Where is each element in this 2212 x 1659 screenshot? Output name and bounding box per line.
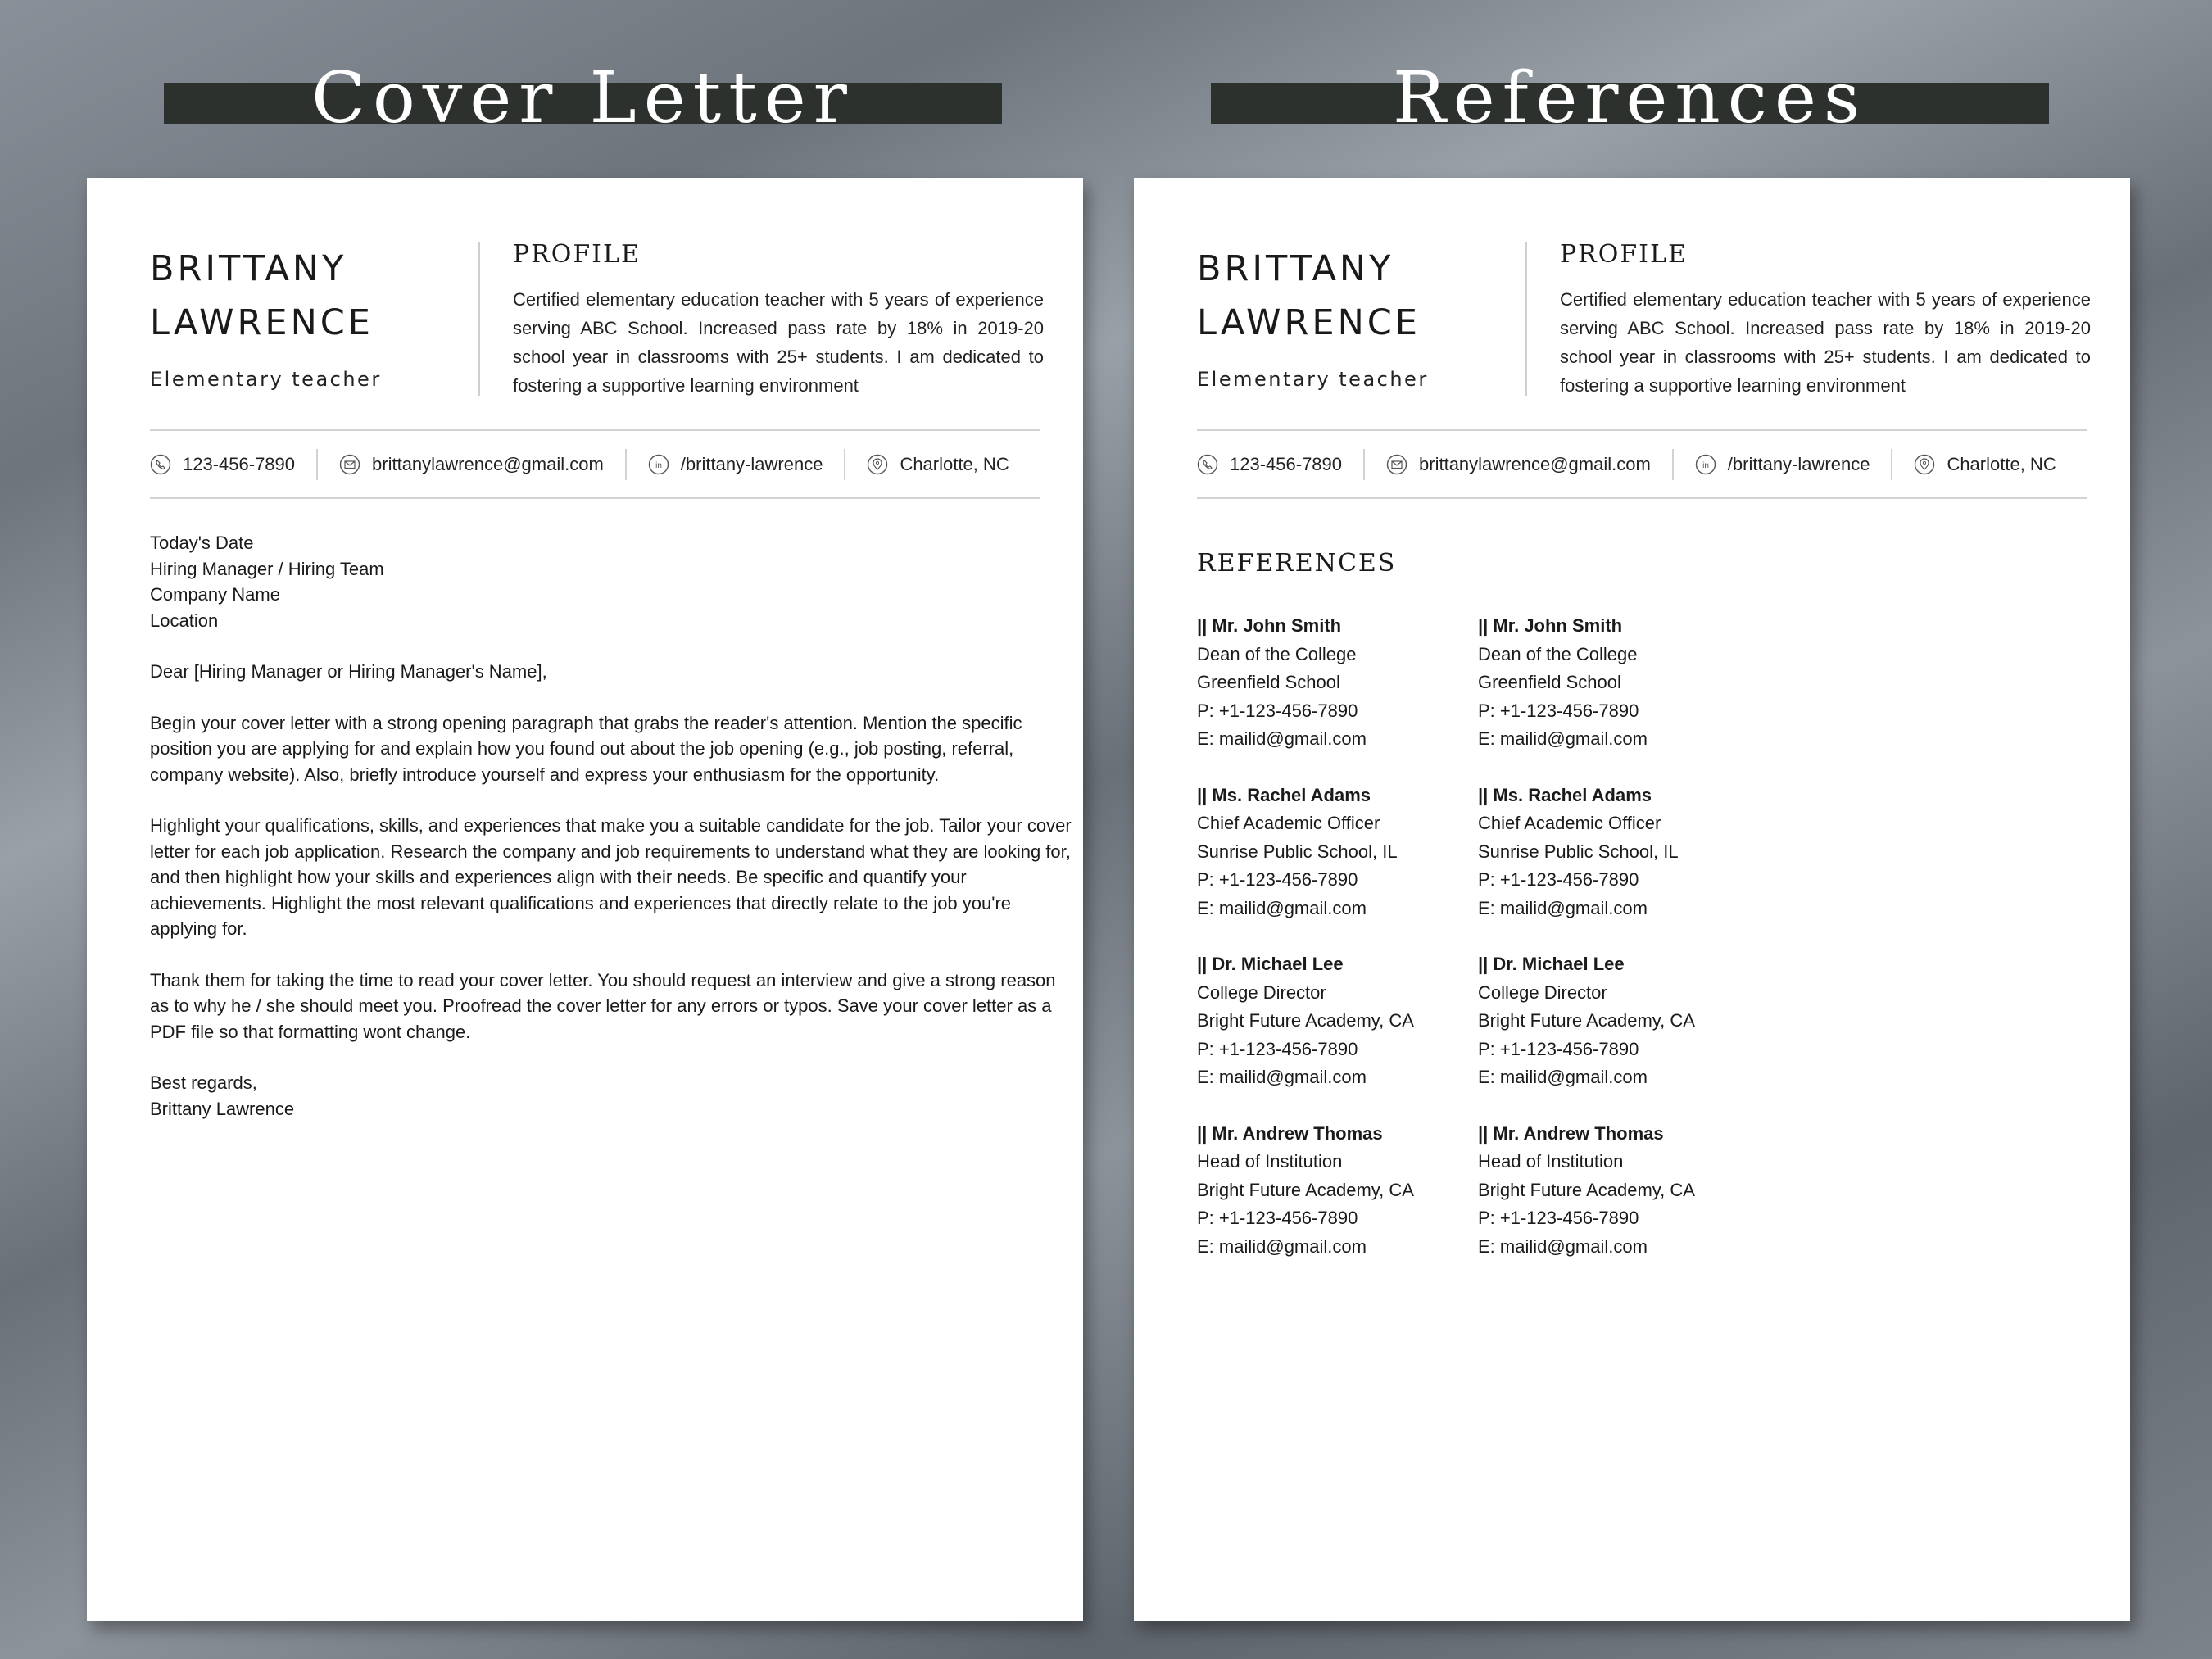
reference-title: Head of Institution	[1478, 1151, 1624, 1172]
linkedin-text: /brittany-lawrence	[1727, 454, 1870, 474]
reference-entry	[1197, 1120, 1475, 1262]
profile-heading: PROFILE	[513, 240, 641, 269]
last-name: LAWRENCE	[1197, 302, 1421, 343]
linkedin-icon	[1695, 454, 1716, 475]
profile-text: Certified elementary education teacher with 5 years of experience serving ABC School. Increased pass rate by 18% in 2019-20 school year in classrooms with 25+ students. I am dedicated to fostering a supportive learning environment	[513, 289, 1044, 396]
reference-email: E: mailid@gmail.com	[1197, 897, 1367, 918]
letter-paragraph-3: Thank them for taking the time to read your cover letter. You should request an interview and give a strong reason as to why he / she should meet you. Proofread the cover letter for any errors or typos. Save your cover letter as a PDF file so that formatting wont change.	[150, 969, 1056, 1042]
phone-text: 123-456-7890	[1230, 454, 1343, 474]
reference-name: || Dr. Michael Lee	[1478, 954, 1625, 974]
reference-phone: P: +1-123-456-7890	[1478, 700, 1639, 721]
reference-email: E: mailid@gmail.com	[1478, 728, 1648, 749]
reference-name: || Mr. John Smith	[1478, 615, 1623, 636]
references-column-right	[1478, 612, 1756, 1289]
contact-top-rule	[150, 429, 1040, 431]
contact-phone[interactable]	[1197, 449, 1363, 480]
letter-paragraph-2: Highlight your qualifications, skills, and experiences that make you a suitable candidate for the job. Tailor your cover letter for each job application. Research the company and job requirements to understand what they are looking for, and then highlight how your skills and experiences align with their needs. Be specific and quantify your achievements. Highlight the most relevant qualifications and experiences that directly relate to the job you're applying for.	[150, 815, 1072, 939]
reference-email: E: mailid@gmail.com	[1197, 728, 1367, 749]
reference-title: Dean of the College	[1478, 643, 1638, 664]
mail-icon	[339, 454, 360, 475]
reference-name: || Mr. Andrew Thomas	[1478, 1122, 1664, 1144]
reference-phone: P: +1-123-456-7890	[1478, 1038, 1639, 1059]
reference-title: College Director	[1197, 981, 1326, 1003]
location-icon	[1914, 454, 1935, 475]
letter-signature: Brittany Lawrence	[150, 1098, 295, 1119]
reference-title: College Director	[1478, 981, 1607, 1003]
reference-phone: P: +1-123-456-7890	[1197, 869, 1358, 890]
address-line: Company Name	[150, 584, 280, 605]
svg-text:in: in	[655, 461, 662, 470]
letter-paragraph-1: Begin your cover letter with a strong opening paragraph that grabs the reader's attention. Mention the specific position you are applying for and explain how you found out about the job opening (e.g., job posting, referral, company website). Also, briefly introduce yourself and express your enthusiasm for the opportunity.	[150, 712, 1022, 785]
address-line: Today's Date	[150, 533, 254, 553]
reference-organization: Sunrise Public School, IL	[1197, 841, 1398, 862]
references-banner-title: References	[1393, 57, 1867, 139]
contact-bar	[1197, 448, 2090, 481]
reference-email: E: mailid@gmail.com	[1478, 1235, 1648, 1257]
linkedin-icon	[648, 454, 669, 475]
contact-email[interactable]	[316, 449, 625, 480]
reference-organization: Bright Future Academy, CA	[1197, 1010, 1414, 1031]
reference-email: E: mailid@gmail.com	[1478, 897, 1648, 918]
reference-email: E: mailid@gmail.com	[1197, 1235, 1367, 1257]
reference-phone: P: +1-123-456-7890	[1197, 1208, 1358, 1228]
reference-entry	[1478, 1120, 1756, 1262]
letter-closing: Best regards,	[150, 1072, 257, 1093]
reference-organization: Bright Future Academy, CA	[1478, 1179, 1695, 1200]
phone-icon	[1197, 454, 1218, 475]
reference-entry	[1197, 782, 1475, 923]
references-page	[1134, 178, 2130, 1621]
letter-address	[150, 530, 1072, 633]
reference-entry	[1478, 612, 1756, 754]
references-heading: REFERENCES	[1197, 549, 1397, 578]
location-text: Charlotte, NC	[900, 454, 1009, 474]
letter-salutation: Dear [Hiring Manager or Hiring Manager's Name],	[150, 661, 547, 682]
first-name: BRITTANY	[1197, 248, 1394, 289]
contact-top-rule	[1197, 429, 2087, 431]
email-text: brittanylawrence@gmail.com	[372, 454, 604, 474]
contact-phone[interactable]	[150, 449, 316, 480]
reference-entry	[1478, 782, 1756, 923]
candidate-name	[150, 242, 374, 350]
reference-entry	[1197, 612, 1475, 754]
cover-letter-banner-title: Cover Letter	[311, 57, 854, 139]
reference-organization: Greenfield School	[1197, 672, 1340, 692]
location-icon	[867, 454, 888, 475]
first-name: BRITTANY	[150, 248, 347, 289]
reference-organization: Sunrise Public School, IL	[1478, 841, 1679, 862]
reference-email: E: mailid@gmail.com	[1478, 1067, 1648, 1087]
letter-signoff	[150, 1070, 1072, 1122]
last-name: LAWRENCE	[150, 302, 374, 343]
reference-phone: P: +1-123-456-7890	[1197, 1038, 1358, 1059]
references-column-left	[1197, 612, 1475, 1289]
reference-name: || Ms. Rachel Adams	[1197, 784, 1371, 805]
reference-organization: Bright Future Academy, CA	[1197, 1179, 1414, 1200]
profile-text: Certified elementary education teacher with 5 years of experience serving ABC School. Increased pass rate by 18% in 2019-20 school year in classrooms with 25+ students. I am dedicated to fostering a supportive learning environment	[1560, 289, 2091, 396]
header-divider	[478, 242, 480, 396]
contact-linkedin[interactable]	[625, 449, 845, 480]
candidate-role: Elementary teacher	[1197, 368, 1429, 391]
profile-heading: PROFILE	[1560, 240, 1688, 269]
svg-text:in: in	[1702, 461, 1709, 470]
reference-title: Dean of the College	[1197, 643, 1357, 664]
contact-bottom-rule	[1197, 497, 2087, 499]
candidate-name	[1197, 242, 1421, 350]
contact-bar	[150, 448, 1043, 481]
location-text: Charlotte, NC	[1947, 454, 2056, 474]
reference-name: || Ms. Rachel Adams	[1478, 784, 1652, 805]
reference-name: || Mr. Andrew Thomas	[1197, 1122, 1383, 1144]
email-text: brittanylawrence@gmail.com	[1419, 454, 1651, 474]
cover-letter-body	[150, 530, 1072, 1147]
reference-organization: Greenfield School	[1478, 672, 1621, 692]
contact-email[interactable]	[1363, 449, 1672, 480]
reference-title: Chief Academic Officer	[1478, 813, 1661, 833]
candidate-role: Elementary teacher	[150, 368, 382, 391]
header-divider	[1525, 242, 1527, 396]
reference-title: Head of Institution	[1197, 1151, 1343, 1172]
reference-organization: Bright Future Academy, CA	[1478, 1010, 1695, 1031]
reference-email: E: mailid@gmail.com	[1197, 1067, 1367, 1087]
reference-name: || Dr. Michael Lee	[1197, 954, 1344, 974]
phone-icon	[150, 454, 171, 475]
linkedin-text: /brittany-lawrence	[680, 454, 823, 474]
contact-linkedin[interactable]	[1672, 449, 1892, 480]
mail-icon	[1386, 454, 1407, 475]
reference-phone: P: +1-123-456-7890	[1478, 869, 1639, 890]
contact-location	[1891, 449, 2056, 480]
reference-phone: P: +1-123-456-7890	[1197, 700, 1358, 721]
address-line: Hiring Manager / Hiring Team	[150, 558, 384, 579]
contact-location	[844, 449, 1009, 480]
address-line: Location	[150, 610, 219, 631]
reference-entry	[1197, 950, 1475, 1092]
reference-entry	[1478, 950, 1756, 1092]
reference-title: Chief Academic Officer	[1197, 813, 1380, 833]
phone-text: 123-456-7890	[183, 454, 296, 474]
contact-bottom-rule	[150, 497, 1040, 499]
reference-phone: P: +1-123-456-7890	[1478, 1208, 1639, 1228]
cover-letter-page	[87, 178, 1083, 1621]
reference-name: || Mr. John Smith	[1197, 615, 1342, 636]
